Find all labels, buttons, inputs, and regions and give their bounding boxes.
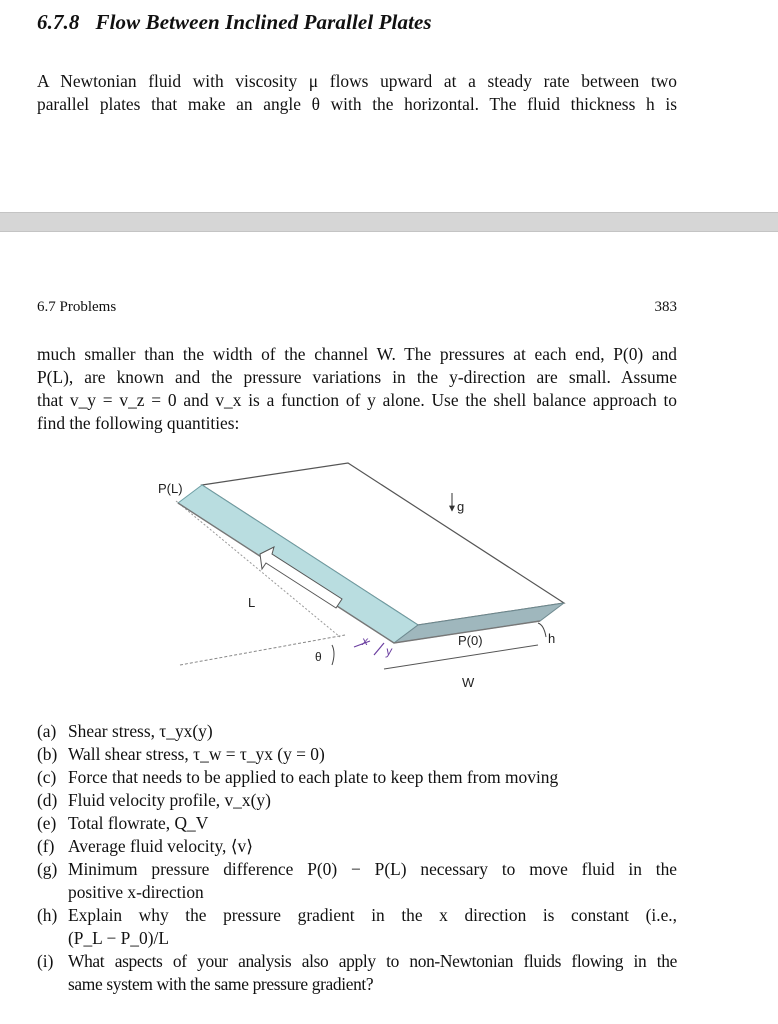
question-text <box>68 858 677 904</box>
section-heading <box>37 10 432 35</box>
question-text: Shear stress, τ_yx(y) <box>68 721 213 741</box>
question-text-line: Minimum pressure difference P(0) − P(L) necessary to move fluid in the <box>68 859 677 879</box>
running-head <box>37 299 677 316</box>
page-top <box>0 0 778 212</box>
question-text: Fluid velocity profile, v_x(y) <box>68 790 271 810</box>
question-i <box>37 950 677 996</box>
question-c <box>37 766 677 789</box>
label-theta: θ <box>315 650 322 664</box>
body-line-1: much smaller than the width of the channel W. The pressures at each end, P(0) and <box>37 344 677 364</box>
thickness-bracket <box>538 623 546 637</box>
question-e <box>37 812 677 835</box>
page-separator-edge-top <box>0 212 778 213</box>
question-a <box>37 720 677 743</box>
question-list <box>37 720 677 996</box>
question-text <box>68 904 677 950</box>
inclined-plates-figure <box>150 455 610 695</box>
question-label: (g) <box>37 859 58 879</box>
label-L: L <box>248 595 256 610</box>
question-d <box>37 789 677 812</box>
label-P0: P(0) <box>458 633 483 648</box>
page-separator <box>0 212 778 232</box>
intro-line-2: parallel plates that make an angle θ with the horizontal. The fluid thickness h is <box>37 94 677 114</box>
question-text-line: (P_L − P_0)/L <box>68 928 169 948</box>
section-number: 6.7.8 <box>37 10 80 34</box>
body-line-4: find the following quantities: <box>37 413 240 433</box>
angle-arc <box>332 645 334 665</box>
question-b <box>37 743 677 766</box>
continued-paragraph <box>37 343 677 435</box>
label-x: x <box>362 634 368 648</box>
figure-svg <box>150 455 610 695</box>
question-label: (e) <box>37 813 57 833</box>
question-text: Total flowrate, Q_V <box>68 813 209 833</box>
intro-line-1: A Newtonian fluid with viscosity μ flows upward at a steady rate between two <box>37 71 677 91</box>
question-text: Wall shear stress, τ_w = τ_yx (y = 0) <box>68 744 325 764</box>
label-PL: P(L) <box>158 481 183 496</box>
question-text: Force that needs to be applied to each plate to keep them from moving <box>68 767 559 787</box>
question-label: (f) <box>37 836 55 856</box>
question-f <box>37 835 677 858</box>
intro-paragraph <box>37 70 677 116</box>
question-label: (b) <box>37 744 58 764</box>
question-label: (a) <box>37 721 57 741</box>
question-label: (c) <box>37 767 57 787</box>
section-title: Flow Between Inclined Parallel Plates <box>95 10 432 34</box>
label-h: h <box>548 631 556 646</box>
body-line-2: P(L), are known and the pressure variations in the y-direction are small. Assume <box>37 367 677 387</box>
question-text-line: Explain why the pressure gradient in the x direction is constant (i.e., <box>68 905 677 925</box>
label-W: W <box>462 675 475 690</box>
question-label: (d) <box>37 790 58 810</box>
question-label: (i) <box>37 951 54 971</box>
question-h <box>37 904 677 950</box>
question-text-line: same system with the same pressure gradient? <box>68 974 374 994</box>
question-g <box>37 858 677 904</box>
question-text-line: positive x-direction <box>68 882 204 902</box>
label-g: g <box>457 499 465 514</box>
page-number: 383 <box>654 299 677 315</box>
label-y: y <box>386 644 392 658</box>
question-label: (h) <box>37 905 58 925</box>
question-text-line: What aspects of your analysis also apply to non-Newtonian fluids flowing in the <box>68 951 677 971</box>
running-head-chapter: 6.7 Problems <box>37 299 117 315</box>
question-text <box>68 950 677 996</box>
y-axis-arrow <box>374 643 384 655</box>
body-line-3: that v_y = v_z = 0 and v_x is a function of y alone. Use the shell balance approach to <box>37 390 677 410</box>
question-text: Average fluid velocity, ⟨v⟩ <box>68 836 253 856</box>
width-dimension-line <box>384 645 538 669</box>
